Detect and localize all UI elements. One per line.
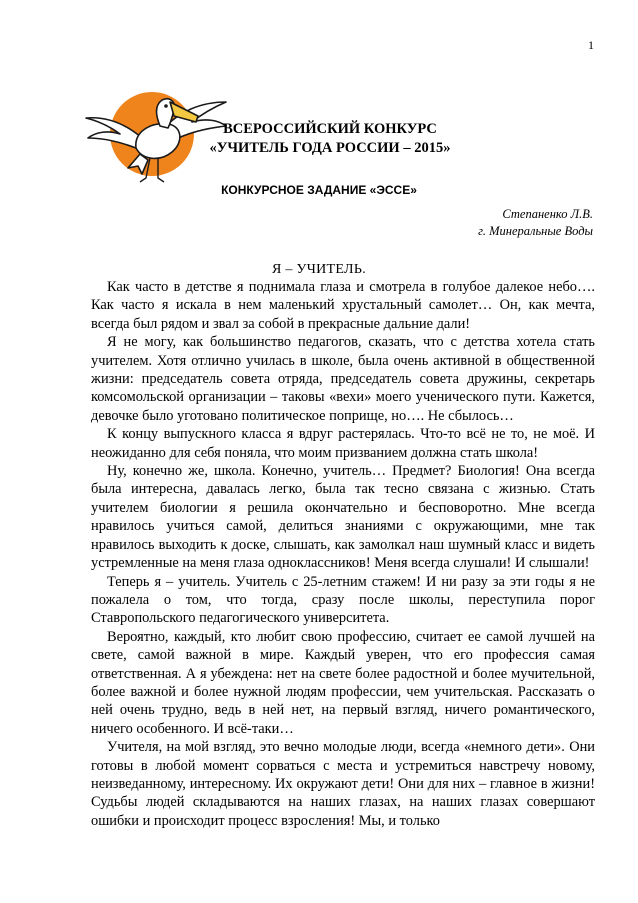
essay-paragraph: Учителя, на мой взгляд, это вечно молодые люди, всегда «немного дети». Они готовы в любой момент сорваться с места и устремиться навстречу новому, неизведанному, интересному. Их окружают дети! Они для них – главное в жизни! Судьбы людей складываются на наших глазах, на наших глазах совершают ошибки и происходит процесс взросления! Мы, и только xyxy=(91,739,595,829)
essay-title: Я – УЧИТЕЛЬ. xyxy=(271,262,366,277)
essay-paragraph: Как часто в детстве я поднимала глаза и смотрела в голубое далекое небо…. Как часто я искала в нем маленький хрустальный самолет… Он, как мечта, всегда был рядом и звал за собой в прекрасные дальние дали! xyxy=(91,279,595,332)
essay-paragraph: Я не могу, как большинство педагогов, сказать, что с детства хотела стать учителем. Хотя отлично училась в школе, была очень активной в общественной жизни: председатель совета отряда, председатель совета дружины, секретарь комсомольской организации – таковы «вехи» моего ученического пути. Кажется, девочке было уготовано политическое поприще, но…. Не сбылось… xyxy=(91,334,595,424)
essay-paragraph: Теперь я – учитель. Учитель с 25-летним стажем! И ни разу за эти годы я не пожалела о том, что тогда, сразу после школы, переступила порог Ставропольского педагогического университета. xyxy=(91,573,595,627)
author-name: Степаненко Л.В. xyxy=(502,207,593,221)
essay-paragraph: Ну, конечно же, школа. Конечно, учитель… Предмет? Биология! Она всегда была интересна, давалась легко, была так тесно связана с жизнью. Стать учителем биологии я решила окончательно и бесповоротно. Мне всегда нравилось учиться самой, делиться знаниями с окружающими, мне так нравилось выходить к доске, слышать, как замолкал наш шумный класс и видеть устремленные на меня глаза одноклассников! Меня всегда слушали! И слышали! xyxy=(91,463,595,572)
contest-title-line2: «УЧИТЕЛЬ ГОДА РОССИИ – 2015» xyxy=(209,140,451,156)
task-title: КОНКУРСНОЕ ЗАДАНИЕ «ЭССЕ» xyxy=(221,183,417,197)
page-number: 1 xyxy=(588,38,594,52)
author-block xyxy=(478,206,593,240)
contest-title-line1: ВСЕРОССИЙСКИЙ КОНКУРС xyxy=(223,121,437,137)
contest-title xyxy=(190,120,470,158)
logo-eye xyxy=(164,104,168,108)
essay-body xyxy=(91,278,595,830)
author-city: г. Минеральные Воды xyxy=(478,224,593,238)
essay-paragraph: К концу выпускного класса я вдруг растерялась. Что-то всё не то, не моё. И неожиданно для себя поняла, что моим призванием должна стать школа! xyxy=(91,426,595,461)
essay-paragraph: Вероятно, каждый, кто любит свою профессию, считает ее самой лучшей на свете, самой важной в мире. Каждый уверен, что его профессия самая ответственная. А я убеждена: нет на свете более радостной и более мучительной, более важной и более нужной людям профессии, чем учительская. Рассказать о ней очень трудно, ведь в ней нет, на первый взгляд, ничего романтического, ничего особенного. И всё-таки… xyxy=(91,628,595,737)
